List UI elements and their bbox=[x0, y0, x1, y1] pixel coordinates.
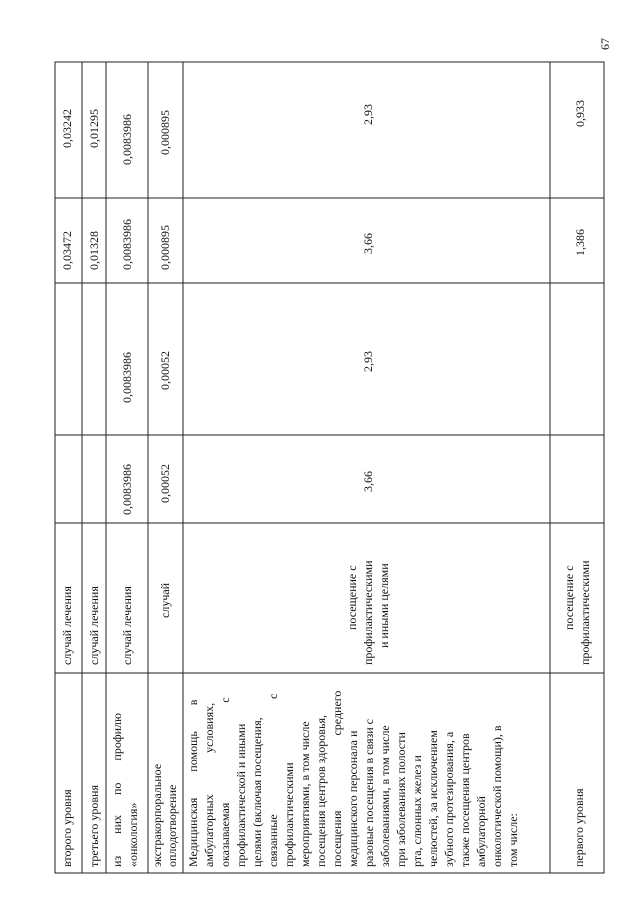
svg-text:оказываемаяс: оказываемаяс bbox=[218, 697, 232, 867]
row-2-value-4: 0,01295 bbox=[87, 109, 101, 148]
svg-text:разовые посещения в связи с: разовые посещения в связи с bbox=[362, 718, 376, 867]
row-1-value-4: 0,03242 bbox=[60, 109, 74, 148]
row-4-unit: случай bbox=[158, 582, 172, 618]
row-5-value-1: 3,66 bbox=[361, 471, 375, 492]
svg-text:связанныес: связанныес bbox=[266, 693, 280, 867]
svg-text:медицинского персонала и: медицинского персонала и bbox=[346, 730, 360, 867]
svg-text:посещениясреднего: посещениясреднего bbox=[330, 690, 344, 867]
row-3-value-3: 0,0083986 bbox=[120, 219, 134, 270]
table-grid bbox=[55, 62, 604, 873]
row-4-value-3: 0,000895 bbox=[158, 225, 172, 270]
svg-text:профилактическими: профилактическими bbox=[282, 762, 296, 867]
svg-text:профилактическими: профилактическими bbox=[578, 560, 592, 665]
svg-text:посещение с: посещение с bbox=[562, 565, 576, 630]
row-3-name-line-2: «онкология» bbox=[126, 802, 140, 867]
row-5-unit bbox=[345, 560, 391, 665]
row-6-value-3: 1,386 bbox=[573, 229, 587, 256]
svg-text:амбулаторной: амбулаторной bbox=[474, 796, 488, 867]
row-2-unit: случай лечения bbox=[87, 586, 101, 665]
svg-text:профилактическими: профилактическими bbox=[361, 560, 375, 665]
row-4-value-2: 0,00052 bbox=[158, 351, 172, 390]
svg-text:также посещения центров: также посещения центров bbox=[458, 733, 472, 867]
svg-text:онкологической помощи), в: онкологической помощи), в bbox=[490, 725, 504, 867]
row-1-name: второго уровня bbox=[60, 789, 74, 867]
svg-text:заболеваниями, в том числе: заболеваниями, в том числе bbox=[378, 725, 392, 867]
svg-text:профилактической и иными: профилактической и иными bbox=[234, 723, 248, 867]
row-2-name: третьего уровня bbox=[87, 785, 101, 867]
row-4-name-line-1: экстракорпоральное bbox=[150, 763, 164, 867]
row-3-name-line-1: изнихпопрофилю bbox=[110, 712, 124, 867]
svg-text:рта, слюнных желез и: рта, слюнных желез и bbox=[410, 755, 424, 867]
row-6-unit bbox=[562, 560, 592, 665]
svg-text:при заболеваниях полости: при заболеваниях полости bbox=[394, 732, 408, 867]
row-3-unit: случай лечения bbox=[120, 586, 134, 665]
svg-text:Медицинскаяпомощьв: Медицинскаяпомощьв bbox=[186, 699, 200, 867]
row-4-value-4: 0,000895 bbox=[158, 110, 172, 155]
svg-text:зубного протезирования, а: зубного протезирования, а bbox=[442, 731, 456, 867]
row-6-name: первого уровня bbox=[572, 788, 586, 867]
svg-text:том числе:: том числе: bbox=[506, 813, 520, 867]
svg-text:посещение с: посещение с bbox=[345, 565, 359, 630]
svg-text:амбулаторныхусловиях,: амбулаторныхусловиях, bbox=[202, 702, 216, 867]
row-3-value-4: 0,0083986 bbox=[120, 114, 134, 165]
page-number: 67 bbox=[598, 38, 612, 50]
row-1-value-3: 0,03472 bbox=[60, 231, 74, 270]
svg-text:мероприятиями, в том числе: мероприятиями, в том числе bbox=[298, 721, 312, 867]
row-5-name bbox=[186, 691, 520, 867]
svg-text:целями (включая посещения,: целями (включая посещения, bbox=[250, 717, 264, 867]
row-5-value-2: 2,93 bbox=[361, 351, 375, 372]
row-3-value-1: 0,0083986 bbox=[120, 464, 134, 515]
row-1-unit: случай лечения bbox=[60, 586, 74, 665]
row-4-name-line-2: оплодотворение bbox=[165, 784, 179, 867]
row-3-value-2: 0,0083986 bbox=[120, 352, 134, 403]
row-5-value-3: 3,66 bbox=[361, 233, 375, 254]
svg-text:и иными целями: и иными целями bbox=[377, 563, 391, 648]
svg-text:посещения центров здоровья,: посещения центров здоровья, bbox=[314, 715, 328, 867]
row-5-value-4: 2,93 bbox=[361, 104, 375, 125]
svg-text:челюстей, за исключением: челюстей, за исключением bbox=[426, 730, 440, 867]
row-6-value-4: 0,933 bbox=[573, 100, 587, 127]
row-2-value-3: 0,01328 bbox=[87, 231, 101, 270]
row-4-value-1: 0,00052 bbox=[158, 464, 172, 503]
